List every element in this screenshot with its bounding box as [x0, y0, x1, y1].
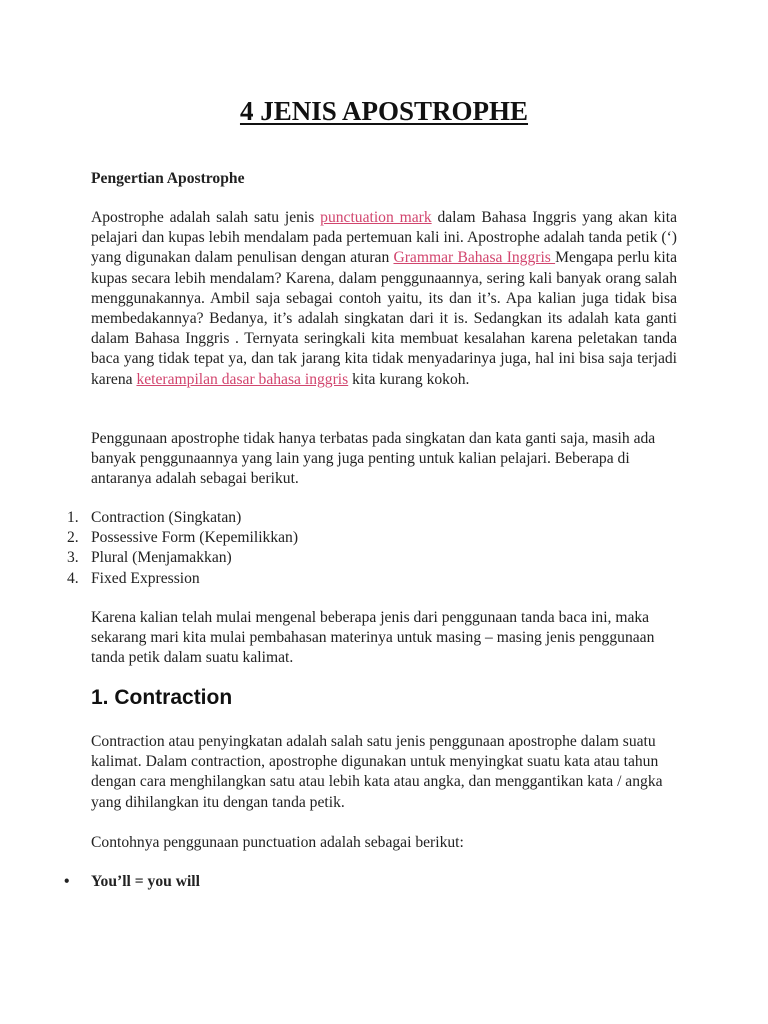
list-number: 2. — [67, 529, 79, 547]
link-grammar-bahasa-inggris[interactable]: Grammar Bahasa Inggris — [393, 249, 556, 267]
list-item-text: Possessive Form (Kepemilikkan) — [91, 529, 299, 547]
section-heading-contraction: 1. Contraction — [91, 686, 233, 709]
paragraph-text: Mengapa perlu kita kupas secara lebih mendalam? Karena, dalam penggunaannya, sering kali banyak orang salah menggunakannya. Ambil saja sebagai contoh yaitu, its dan it’s. Apa kalian juga tidak bisa membedakannya? Bedanya, it’s adalah singkatan dari it is. Sedangkan its adalah kata ganti dalam Bahasa Inggris . Ternyata seringkali kita membuat kesalahan karena peletakan tanda baca yang tidak tepat ya, dan tak jarang kita tidak menyadarinya juga, hal ini bisa saja terjadi karena — [91, 249, 677, 388]
link-keterampilan-dasar[interactable]: keterampilan dasar bahasa inggris — [136, 370, 349, 388]
list-number: 3. — [67, 549, 79, 567]
paragraph-usage: Penggunaan apostrophe tidak hanya terbatas pada singkatan dan kata ganti saja, masih ada banyak penggunaannya yang lain yang juga penting untuk kalian pelajari. Beberapa di antaranya adalah sebagai berikut. — [91, 430, 656, 488]
list-number: 1. — [67, 509, 79, 526]
bullet-item — [0, 872, 677, 892]
paragraph-text: Apostrophe adalah salah satu jenis — [91, 209, 321, 226]
list-item — [0, 548, 677, 568]
paragraph-contraction: Contraction atau penyingkatan adalah salah satu jenis penggunaan apostrophe dalam suatu kalimat. Dalam contraction, apostrophe digunakan untuk menyingkat suatu kata atau tahun dengan cara menghilangkan satu atau lebih kata atau angka, dan menggantikan kata / angka yang dihilangkan itu dengan tanda petik. — [91, 733, 663, 811]
page-title: 4 JENIS APOSTROPHE — [239, 96, 529, 126]
list-item-text: Plural (Menjamakkan) — [91, 549, 232, 567]
example-bullet-list — [0, 872, 677, 892]
link-punctuation-mark[interactable]: punctuation mark — [320, 209, 432, 226]
paragraph-text: kita kurang kokoh. — [348, 370, 470, 388]
list-item — [0, 569, 677, 589]
paragraph-definition — [91, 208, 677, 390]
list-item — [0, 508, 677, 528]
apostrophe-types-list — [0, 508, 677, 589]
list-item-text: Contraction (Singkatan) — [91, 509, 242, 526]
paragraph-text: dalam Bahasa Inggris yang akan kita pelajari dan kupas lebih mendalam pada pertemuan kali ini. Apostrophe adalah tanda petik (‘) yang digunakan dalam penulisan dengan aturan — [91, 209, 677, 267]
list-item — [0, 528, 677, 548]
bullet-icon: • — [64, 873, 70, 890]
paragraph-example-intro: Contohnya penggunaan punctuation adalah sebagai berikut: — [91, 834, 464, 851]
subheading: Pengertian Apostrophe — [91, 170, 245, 187]
list-item-text: Fixed Expression — [91, 569, 200, 587]
paragraph-intro-material: Karena kalian telah mulai mengenal beberapa jenis dari penggunaan tanda baca ini, maka sekarang mari kita mulai pembahasan materinya untuk masing – masing jenis penggunaan tanda petik dalam suatu kalimat. — [91, 609, 655, 667]
list-number: 4. — [67, 569, 79, 587]
bullet-text: You’ll = you will — [91, 873, 200, 890]
